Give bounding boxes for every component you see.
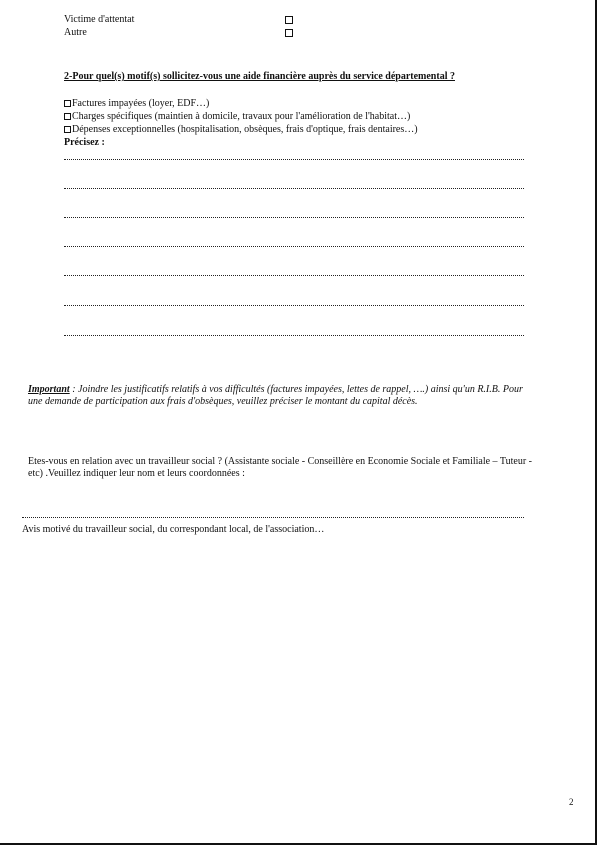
answer-line-1[interactable] [64, 159, 524, 160]
answer-line-5[interactable] [64, 275, 524, 276]
checkbox-factures-impayees[interactable] [64, 100, 71, 107]
checkbox-depenses-exceptionnelles[interactable] [64, 126, 71, 133]
checkbox-autre[interactable] [285, 29, 293, 37]
important-note [28, 384, 533, 408]
social-worker-question: Etes-vous en relation avec un travailleur social ? (Assistante sociale - Conseillère en Economie Sociale et Familiale – Tuteur -etc) .Veuillez indiquer leur nom et leurs coordonnées : [28, 456, 533, 479]
answer-line-6[interactable] [64, 305, 524, 306]
checkbox-victime-attentat[interactable] [285, 16, 293, 24]
option-factures-impayees-label: Factures impayées (loyer, EDF…) [72, 98, 210, 109]
option-depenses-exceptionnelles[interactable] [64, 124, 418, 136]
answer-line-7[interactable] [64, 335, 524, 336]
important-label: Important [28, 384, 70, 395]
page-number: 2 [569, 797, 574, 807]
checkbox-charges-specifiques[interactable] [64, 113, 71, 120]
precisez-label: Précisez : [64, 137, 105, 148]
option-depenses-exceptionnelles-label: Dépenses exceptionnelles (hospitalisation, obsèques, frais d'optique, frais dentaires…) [72, 124, 418, 135]
avis-label: Avis motivé du travailleur social, du correspondant local, de l'association… [22, 524, 325, 535]
answer-line-4[interactable] [64, 246, 524, 247]
option-autre-label: Autre [64, 27, 87, 38]
option-charges-specifiques-label: Charges spécifiques (maintien à domicile, travaux pour l'amélioration de l'habitat…) [72, 111, 411, 122]
social-worker-answer-line[interactable] [22, 517, 524, 518]
answer-line-2[interactable] [64, 188, 524, 189]
option-factures-impayees[interactable] [64, 98, 209, 110]
option-charges-specifiques[interactable] [64, 111, 410, 123]
question-2-title: 2-Pour quel(s) motif(s) sollicitez-vous une aide financière auprès du service départemental ? [64, 71, 455, 82]
option-victime-attentat-label: Victime d'attentat [64, 14, 135, 25]
answer-line-3[interactable] [64, 217, 524, 218]
important-text: : Joindre les justificatifs relatifs à vos difficultés (factures impayées, lettes de rappel, ….) ainsi qu'un R.I.B. Pour une demande de participation aux frais d'obsèques, veuillez préciser le montant du capital décès. [28, 384, 523, 407]
